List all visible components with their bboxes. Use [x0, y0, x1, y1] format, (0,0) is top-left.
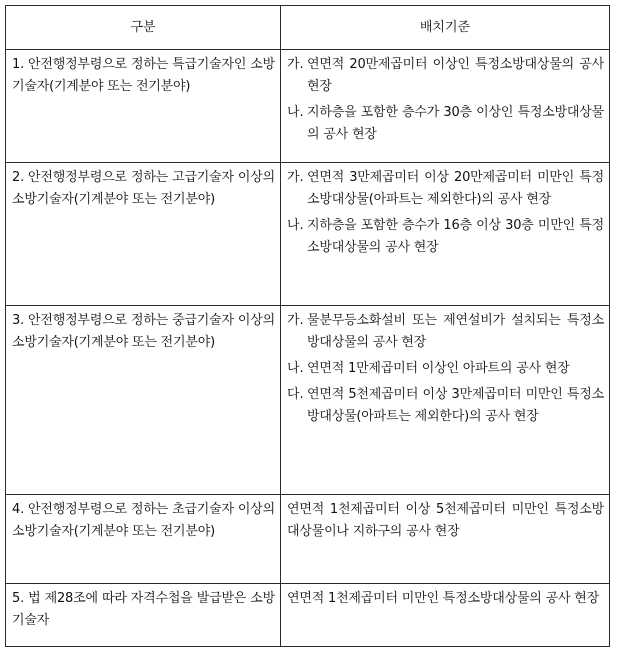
header-criteria: 배치기준	[281, 6, 610, 50]
criteria-cell	[281, 495, 610, 584]
category-text: 3. 안전행정부령으로 정하는 중급기술자 이상의 소방기술자(기계분야 또는 전기분야)	[12, 313, 275, 350]
criteria-marker: 나.	[287, 105, 304, 120]
category-cell	[6, 584, 281, 647]
criteria-item	[287, 215, 604, 259]
criteria-item	[287, 102, 604, 146]
criteria-text: 연면적 1만제곱미터 이상인 아파트의 공사 현장	[307, 361, 570, 376]
table-row	[6, 163, 610, 306]
criteria-text: 연면적 3만제곱미터 이상 20만제곱미터 미만인 특정소방대상물(아파트는 제외한다)의 공사 현장	[307, 170, 604, 207]
criteria-marker: 가.	[287, 57, 304, 72]
category-cell	[6, 495, 281, 584]
category-text: 5. 법 제28조에 따라 자격수첩을 발급받은 소방기술자	[12, 591, 275, 628]
criteria-cell	[281, 50, 610, 163]
criteria-text: 지하층을 포함한 층수가 16층 이상 30층 미만인 특정소방대상물의 공사 현장	[307, 218, 604, 255]
category-text: 2. 안전행정부령으로 정하는 고급기술자 이상의 소방기술자(기계분야 또는 전기분야)	[12, 170, 275, 207]
criteria-cell	[281, 306, 610, 495]
criteria-marker: 다.	[287, 387, 304, 402]
criteria-item	[287, 310, 604, 354]
criteria-text: 연면적 5천제곱미터 이상 3만제곱미터 미만인 특정소방대상물(아파트는 제외한다)의 공사 현장	[307, 387, 604, 424]
table-row	[6, 306, 610, 495]
criteria-cell	[281, 584, 610, 647]
table-header-row	[6, 6, 610, 50]
category-cell	[6, 163, 281, 306]
table-row	[6, 50, 610, 163]
criteria-text: 지하층을 포함한 층수가 30층 이상인 특정소방대상물의 공사 현장	[307, 105, 604, 142]
criteria-marker: 나.	[287, 218, 304, 233]
criteria-marker: 가.	[287, 313, 304, 328]
category-text: 4. 안전행정부령으로 정하는 초급기술자 이상의 소방기술자(기계분야 또는 전기분야)	[12, 502, 275, 539]
criteria-text: 물분무등소화설비 또는 제연설비가 설치되는 특정소방대상물의 공사 현장	[307, 313, 604, 350]
criteria-text: 연면적 1천제곱미터 이상 5천제곱미터 미만인 특정소방대상물이나 지하구의 공사 현장	[287, 502, 604, 539]
criteria-item	[287, 358, 604, 380]
table-row	[6, 495, 610, 584]
header-category: 구분	[6, 6, 281, 50]
criteria-text: 연면적 1천제곱미터 미만인 특정소방대상물의 공사 현장	[287, 591, 599, 606]
criteria-item	[287, 384, 604, 428]
table-row	[6, 584, 610, 647]
criteria-marker: 가.	[287, 170, 304, 185]
criteria-cell	[281, 163, 610, 306]
category-text: 1. 안전행정부령으로 정하는 특급기술자인 소방기술자(기계분야 또는 전기분야)	[12, 57, 275, 94]
criteria-item	[287, 167, 604, 211]
category-cell	[6, 50, 281, 163]
category-cell	[6, 306, 281, 495]
criteria-text: 연면적 20만제곱미터 이상인 특정소방대상물의 공사 현장	[307, 57, 604, 94]
criteria-item	[287, 54, 604, 98]
criteria-marker: 나.	[287, 361, 304, 376]
placement-criteria-table	[5, 5, 610, 647]
